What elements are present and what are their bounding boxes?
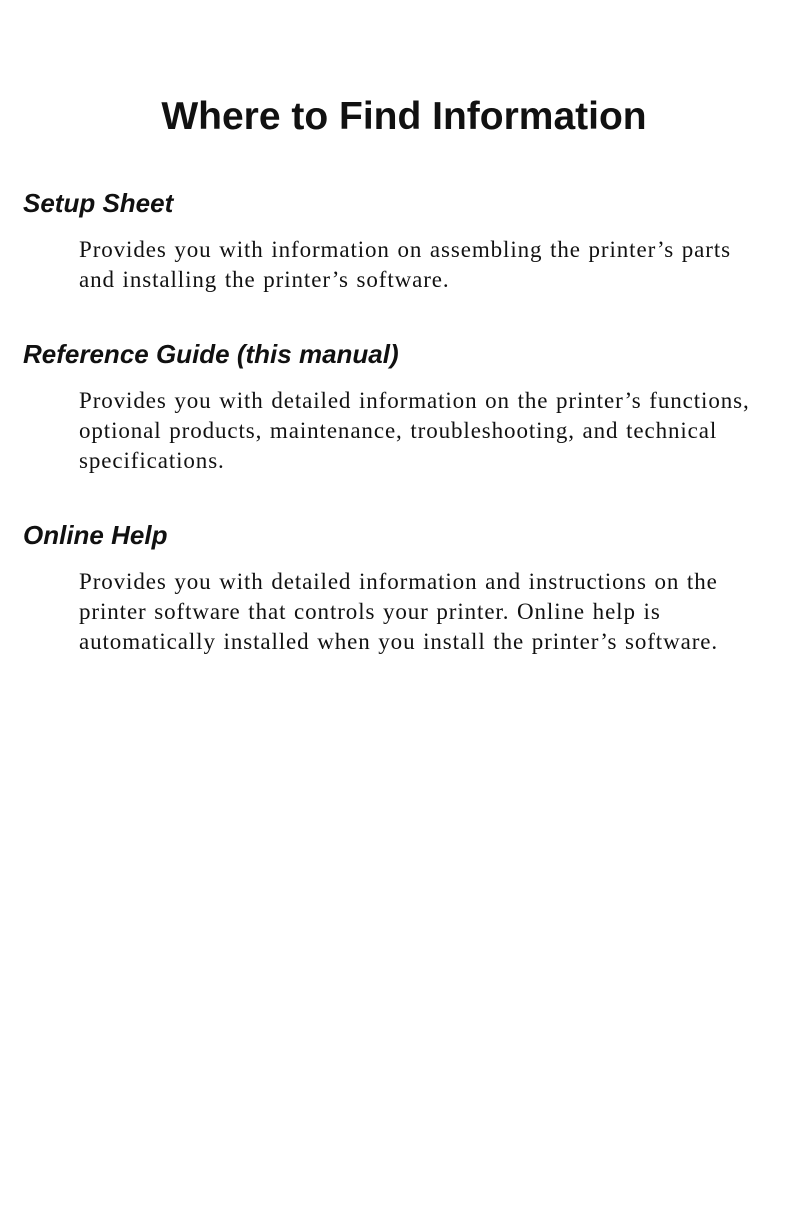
page-title: Where to Find Information — [161, 95, 647, 138]
body-line: automatically installed when you install the printer’s software. — [79, 629, 719, 654]
section-heading-setup-sheet: Setup Sheet — [23, 188, 174, 218]
section-body-setup-sheet — [79, 235, 791, 295]
section-heading-reference-guide: Reference Guide (this manual) — [23, 339, 399, 369]
body-line: Provides you with information on assembling the printer’s parts — [79, 237, 731, 262]
body-line: and installing the printer’s software. — [79, 267, 450, 292]
body-line: Provides you with detailed information and instructions on the — [79, 569, 718, 594]
section-body-online-help — [79, 567, 791, 657]
body-line: printer software that controls your printer. Online help is — [79, 599, 661, 624]
body-line: optional products, maintenance, troubleshooting, and technical — [79, 418, 718, 443]
body-line: specifications. — [79, 448, 225, 473]
body-line: Provides you with detailed information on the printer’s functions, — [79, 388, 750, 413]
section-heading-online-help: Online Help — [23, 520, 168, 550]
section-body-reference-guide — [79, 386, 791, 476]
